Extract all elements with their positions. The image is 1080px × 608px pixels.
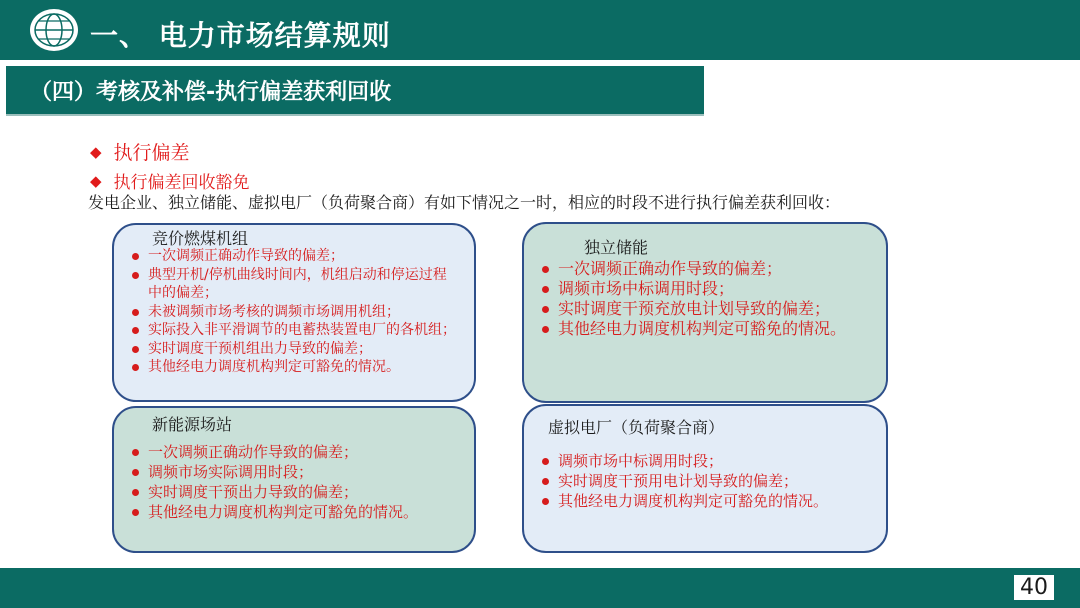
page-number: 40 [1014,575,1054,600]
list-item: 实时调度干预用电计划导致的偏差； [540,471,875,491]
list-item: 其他经电力调度机构判定可豁免的情况。 [540,319,860,339]
heading-text: 执行偏差回收豁免 [113,173,250,193]
list-item: 典型开机/停机曲线时间内，机组启动和停运过程中的偏差； [130,266,460,303]
box-virtual-power-plant [522,404,888,553]
list-item: 一次调频正确动作导致的偏差； [130,247,460,266]
section-title: （四）考核及补偿-执行偏差获利回收 [30,80,392,105]
box-renewable-stations [112,406,476,553]
box-coal-units [112,223,476,402]
list-item: 其他经电力调度机构判定可豁免的情况。 [130,358,460,377]
list-item: 调频市场中标调用时段； [540,451,875,471]
box-title: 新能源场站 [152,415,233,434]
list-item: 实时调度干预机组出力导致的偏差； [130,340,460,359]
heading-execution-deviation [90,138,190,165]
list-item: 调频市场中标调用时段； [540,279,860,299]
coal-exemption-list [130,247,460,377]
diamond-bullet-icon: ◆ [90,172,102,190]
page-title: 一、 电力市场结算规则 [90,19,391,52]
box-title: 独立储能 [584,238,649,257]
heading-text: 执行偏差 [113,142,190,164]
list-item: 调频市场实际调用时段； [130,462,465,482]
company-logo-icon [28,6,80,54]
diamond-bullet-icon: ◆ [90,143,102,161]
storage-exemption-list [540,259,860,339]
list-item: 一次调频正确动作导致的偏差； [130,442,465,462]
box-title: 竞价燃煤机组 [152,229,249,248]
list-item: 其他经电力调度机构判定可豁免的情况。 [130,502,465,522]
list-item: 其他经电力调度机构判定可豁免的情况。 [540,491,875,511]
list-item: 实时调度干预出力导致的偏差； [130,482,465,502]
vpp-exemption-list [540,451,875,511]
intro-text: 发电企业、独立储能、虚拟电厂（负荷聚合商）有如下情况之一时，相应的时段不进行执行偏差获利回收： [88,193,841,212]
section-banner [6,66,704,116]
renewable-exemption-list [130,442,465,522]
list-item: 未被调频市场考核的调频市场调用机组； [130,303,460,322]
box-independent-storage [522,222,888,403]
list-item: 一次调频正确动作导致的偏差； [540,259,860,279]
box-title: 虚拟电厂（负荷聚合商） [548,418,725,437]
list-item: 实际投入非平滑调节的电蓄热装置电厂的各机组； [130,321,460,340]
footer-bar [0,568,1080,608]
list-item: 实时调度干预充放电计划导致的偏差； [540,299,860,319]
